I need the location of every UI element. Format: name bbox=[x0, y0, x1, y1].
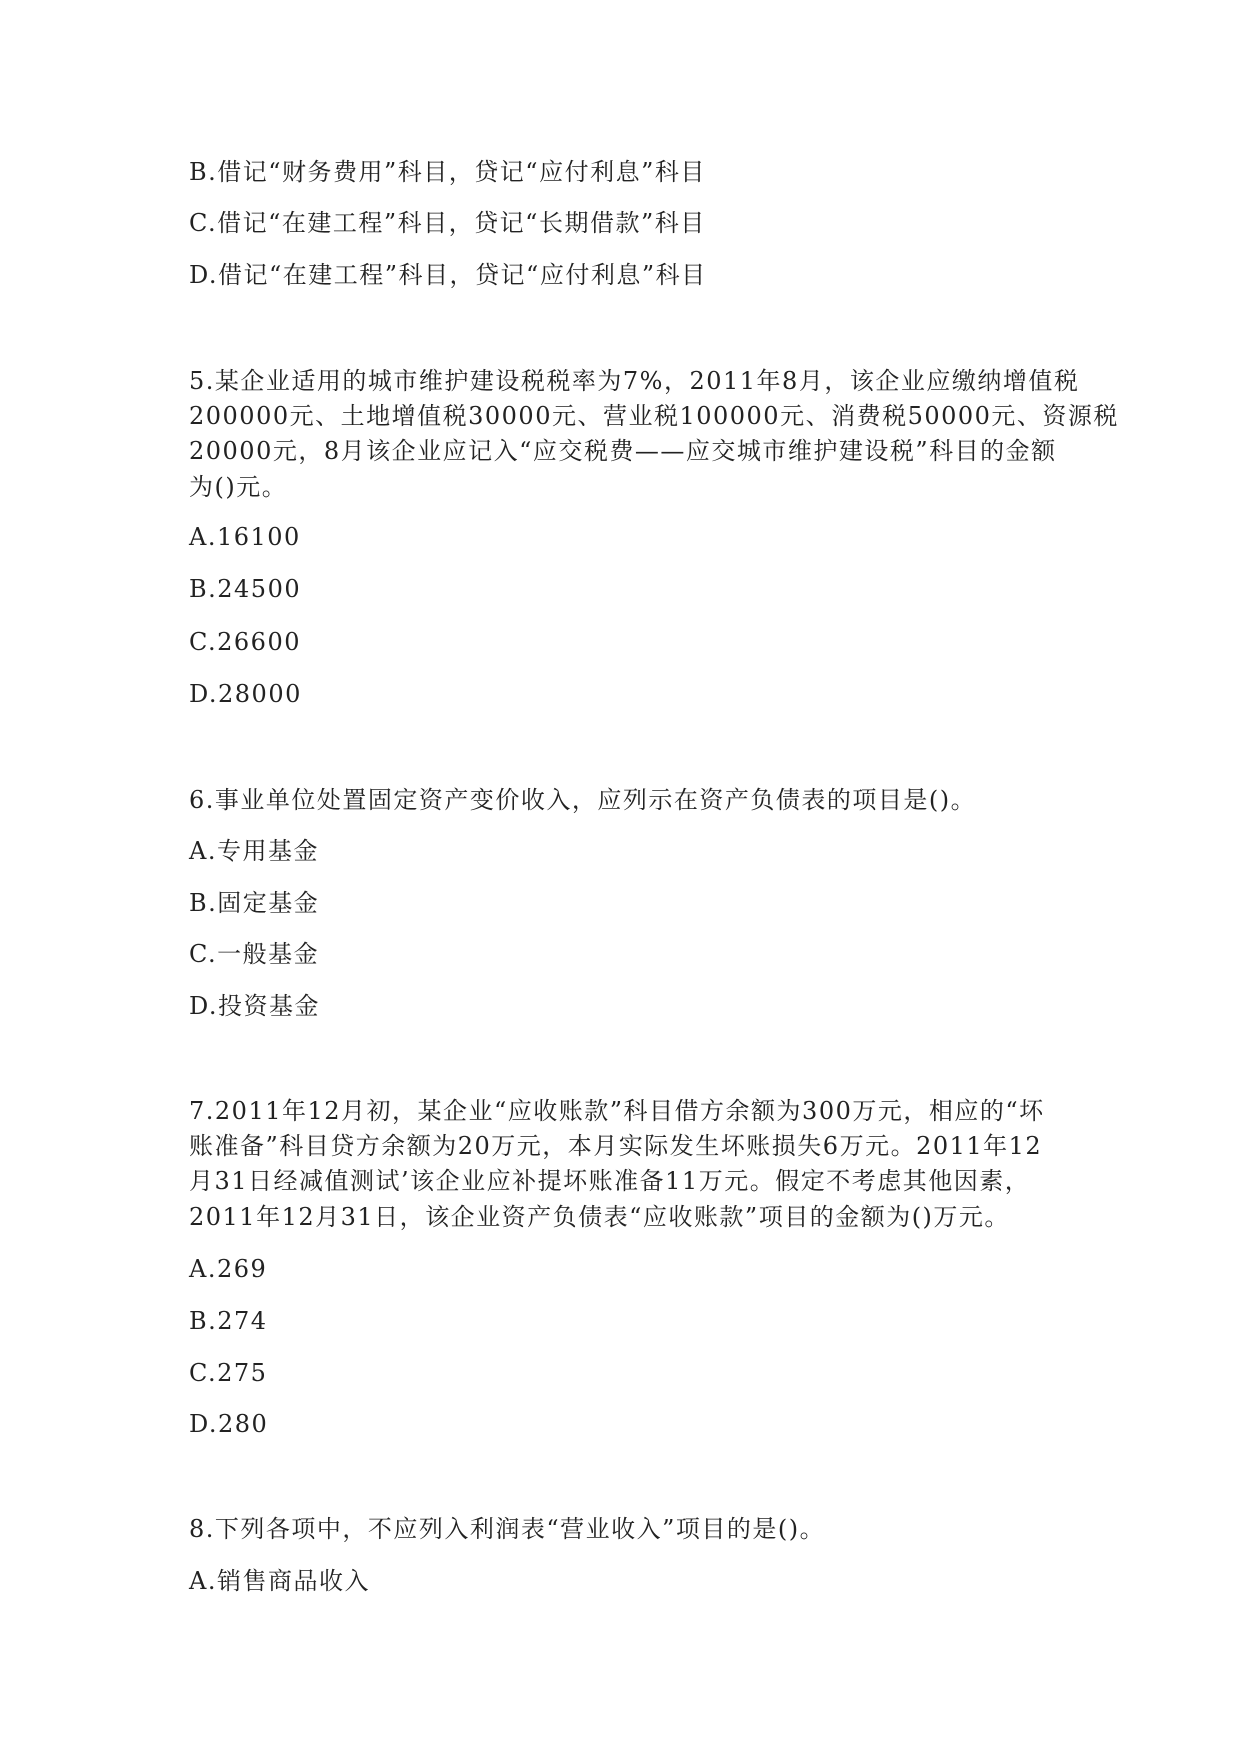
question-text-line: 20000元，8月该企业应记入“应交税费——应交城市维护建设税”科目的金额 bbox=[189, 437, 1057, 465]
option-a: A.269 bbox=[189, 1255, 268, 1283]
question-text-line: 7.2011年12月初，某企业“应收账款”科目借方余额为300万元，相应的“坏 bbox=[189, 1097, 1045, 1125]
option-a: A.销售商品收入 bbox=[189, 1567, 370, 1595]
option-c: C.26600 bbox=[189, 628, 301, 656]
option-b: B.固定基金 bbox=[189, 889, 320, 917]
option-c: C.借记“在建工程”科目，贷记“长期借款”科目 bbox=[189, 209, 706, 237]
option-c: C.一般基金 bbox=[189, 940, 320, 968]
question-text-line: 2011年12月31日，该企业资产负债表“应收账款”项目的金额为()万元。 bbox=[189, 1203, 1010, 1231]
option-d: D.借记“在建工程”科目，贷记“应付利息”科目 bbox=[189, 261, 707, 289]
question-text-line: 为()元。 bbox=[189, 473, 288, 501]
question-text-line: 200000元、土地增值税30000元、营业税100000元、消费税50000元、资源税 bbox=[189, 402, 1119, 430]
option-a: A.专用基金 bbox=[189, 837, 319, 865]
option-d: D.280 bbox=[189, 1410, 269, 1438]
question-text-line: 月31日经减值测试’该企业应补提坏账准备11万元。假定不考虑其他因素， bbox=[189, 1167, 1031, 1195]
option-d: D.投资基金 bbox=[189, 992, 321, 1020]
option-b: B.借记“财务费用”科目，贷记“应付利息”科目 bbox=[189, 158, 706, 186]
option-b: B.24500 bbox=[189, 575, 302, 603]
option-d: D.28000 bbox=[189, 680, 302, 708]
question-text-line: 6.事业单位处置固定资产变价收入，应列示在资产负债表的项目是()。 bbox=[189, 786, 977, 814]
option-c: C.275 bbox=[189, 1359, 268, 1387]
question-text-line: 账准备”科目贷方余额为20万元，本月实际发生坏账损失6万元。2011年12 bbox=[189, 1132, 1043, 1160]
option-a: A.16100 bbox=[189, 523, 301, 551]
option-b: B.274 bbox=[189, 1307, 268, 1335]
question-text-line: 8.下列各项中，不应列入利润表“营业收入”项目的是()。 bbox=[189, 1515, 826, 1543]
question-text-line: 5.某企业适用的城市维护建设税税率为7%，2011年8月，该企业应缴纳增值税 bbox=[189, 367, 1080, 395]
